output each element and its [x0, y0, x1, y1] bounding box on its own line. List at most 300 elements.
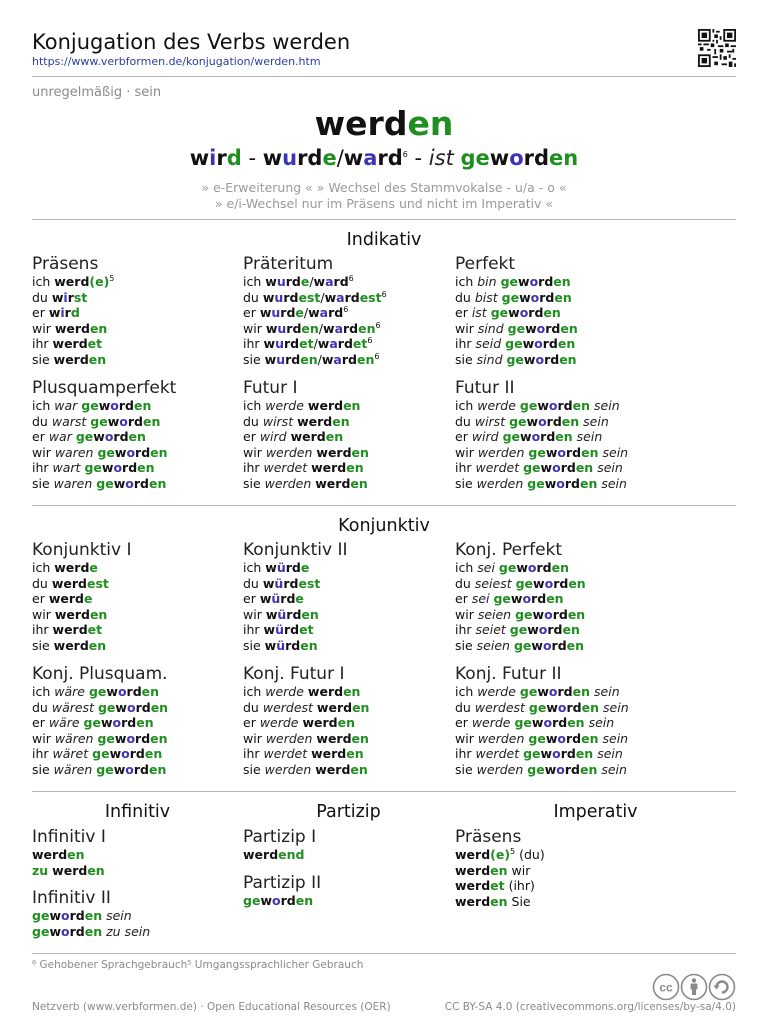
conjugation-form: [455, 290, 665, 306]
word-segment: o: [119, 413, 128, 429]
word-segment: sie: [243, 475, 265, 491]
tense-title: Partizip I: [243, 827, 317, 847]
word-segment: sei: [471, 591, 490, 607]
word-segment: en: [300, 637, 318, 653]
word-segment: rd: [523, 146, 550, 170]
word-segment: w: [545, 730, 558, 746]
word-segment: ich: [243, 398, 266, 413]
word-segment: werden: [265, 730, 313, 746]
word-segment: o: [112, 715, 122, 731]
tense-block: [455, 378, 665, 492]
word-segment: en: [350, 475, 368, 491]
word-segment: w: [101, 460, 114, 476]
tense-title: Konj. Perfekt: [455, 540, 563, 560]
word-segment: du: [243, 575, 263, 591]
word-segment: werd: [53, 351, 89, 367]
word-segment: [454, 146, 461, 170]
tense-title: Plusquamperfekt: [32, 378, 177, 398]
word-segment: sein: [588, 715, 615, 731]
word-segment: rd: [285, 637, 301, 653]
conjugation-form: [32, 684, 242, 700]
word-segment: rd: [343, 320, 359, 336]
word-segment: werd: [307, 684, 344, 699]
word-segment: w: [113, 761, 126, 777]
divider: [32, 791, 736, 792]
tense-block: [243, 254, 453, 368]
word-segment: en: [67, 847, 85, 862]
conjugation-form: [32, 622, 242, 638]
word-segment: et: [299, 336, 314, 352]
word-segment: ü: [277, 606, 287, 622]
word-segment: wären: [54, 730, 94, 746]
word-segment: /: [317, 351, 322, 367]
word-segment: du: [455, 413, 475, 429]
word-segment: wir: [243, 730, 266, 746]
word-segment: en: [150, 699, 169, 715]
conjugation-form: [455, 684, 665, 700]
word-segment: w: [525, 320, 537, 336]
word-segment: o: [125, 475, 134, 491]
word-segment: werd: [455, 878, 491, 894]
word-segment: o: [534, 336, 543, 352]
word-segment: wirst: [262, 413, 294, 429]
word-segment: wäre: [48, 715, 80, 731]
word-segment: w: [265, 274, 277, 289]
conjugation-form: [32, 731, 242, 747]
word-segment: rd: [333, 274, 349, 289]
tense-block: [455, 664, 665, 778]
word-segment: en: [136, 715, 154, 731]
word-segment: ge: [528, 444, 546, 460]
source-link[interactable]: https://www.verbformen.de/konjugation/werden.htm: [32, 55, 321, 68]
word-segment: e: [300, 274, 310, 289]
word-segment: bist: [474, 289, 498, 305]
word-segment: i: [209, 146, 217, 170]
word-segment: werde: [259, 715, 299, 731]
word-segment: werd: [52, 862, 88, 878]
word-segment: waren: [53, 475, 93, 491]
word-segment: sein: [602, 444, 629, 460]
word-segment: ich: [243, 684, 266, 699]
word-segment: o: [556, 761, 565, 777]
word-segment: er: [243, 591, 260, 607]
word-segment: rd: [121, 715, 137, 731]
word-segment: o: [104, 429, 114, 445]
word-segment: ü: [271, 591, 281, 607]
footnotes: ⁶ Gehobener Sprachgebrauch⁵ Umgangssprachlicher Gebrauch: [32, 959, 364, 971]
word-segment: u: [276, 351, 286, 367]
word-segment: e: [83, 591, 93, 607]
word-segment: a: [336, 289, 345, 305]
word-segment: en: [560, 320, 578, 336]
conjugation-form: [455, 445, 665, 461]
word-segment: du: [32, 289, 52, 305]
word-segment: w: [263, 622, 276, 638]
word-segment: o: [538, 413, 547, 429]
word-segment: ge: [506, 351, 524, 367]
tense-block: [243, 540, 453, 654]
word-segment: 6: [348, 273, 354, 283]
word-segment: w: [526, 413, 539, 429]
word-segment: w: [260, 893, 272, 908]
word-segment: werd: [316, 444, 352, 460]
word-segment: werde: [265, 398, 304, 413]
word-segment: sein: [594, 398, 620, 413]
word-segment: werden: [264, 761, 312, 777]
word-segment: werden: [264, 475, 312, 491]
word-segment: rd: [344, 289, 360, 305]
word-segment: seid: [475, 336, 502, 352]
word-segment: o: [126, 444, 136, 460]
word-segment: o: [552, 746, 561, 762]
word-segment: en: [89, 606, 108, 622]
word-segment: sind: [477, 320, 504, 336]
word-segment: ge: [32, 908, 50, 923]
word-segment: rd: [69, 923, 85, 939]
word-segment: est: [359, 289, 382, 305]
word-segment: 6: [402, 150, 408, 159]
conjugation-form: [32, 560, 242, 576]
conjugation-form: [455, 336, 665, 352]
word-segment: werd: [297, 413, 333, 429]
word-segment: w: [262, 575, 275, 591]
word-segment: ge: [88, 684, 107, 699]
word-segment: en: [128, 429, 146, 445]
word-segment: war: [54, 398, 78, 413]
word-segment: en: [567, 715, 585, 731]
word-segment: sein: [597, 460, 623, 476]
word-segment: werd: [302, 715, 338, 731]
tense-block: [32, 254, 242, 368]
word-segment: u: [276, 274, 286, 289]
conjugation-form: [243, 352, 453, 368]
word-segment: ist: [471, 305, 487, 321]
section-heading-indikativ: Indikativ: [346, 230, 422, 250]
word-segment: ge: [513, 637, 532, 653]
word-segment: en: [346, 746, 364, 762]
word-segment: werd: [290, 429, 326, 445]
word-segment: w: [544, 761, 557, 777]
word-segment: w: [317, 336, 330, 352]
verb-type: unregelmäßig · sein: [32, 85, 162, 100]
word-segment: ihr: [243, 336, 264, 352]
word-segment: sie: [32, 475, 54, 491]
conjugation-form: [243, 321, 453, 337]
word-segment: ich: [32, 398, 55, 413]
word-segment: ihr: [243, 460, 264, 476]
word-segment: werd: [307, 398, 344, 413]
word-segment: w: [262, 289, 275, 305]
word-segment: en: [579, 475, 598, 491]
word-segment: rd: [341, 351, 357, 367]
word-segment: et: [87, 622, 103, 638]
word-segment: (du): [515, 847, 545, 862]
word-segment: rd: [135, 730, 151, 746]
word-segment: o: [272, 893, 281, 908]
word-segment: o: [536, 320, 546, 336]
word-segment: rd: [297, 146, 323, 170]
word-segment: en: [490, 862, 508, 878]
conjugation-form: [455, 607, 665, 623]
word-segment: en: [557, 336, 576, 352]
word-segment: ge: [527, 761, 545, 777]
word-segment: en: [561, 413, 580, 429]
word-segment: rd: [539, 289, 555, 305]
conjugation-form: [455, 476, 665, 492]
word-segment: w: [518, 274, 530, 289]
conjugation-form: [32, 847, 242, 863]
word-segment: o: [557, 699, 567, 715]
word-segment: ge: [92, 746, 110, 762]
word-segment: ü: [276, 637, 286, 653]
word-segment: en: [301, 606, 319, 622]
word-segment: 6: [343, 305, 349, 315]
notes: [32, 180, 736, 212]
word-segment: rd: [133, 475, 149, 491]
word-segment: en: [553, 274, 571, 289]
word-segment: wirst: [474, 413, 506, 429]
word-segment: en: [343, 398, 361, 413]
word-segment: ge: [502, 429, 521, 445]
word-segment: en: [133, 398, 152, 413]
word-segment: w: [265, 320, 278, 336]
word-segment: ich: [32, 274, 55, 289]
word-segment: rd: [544, 351, 560, 367]
conjugation-form: [243, 638, 453, 654]
word-segment: w: [313, 274, 326, 289]
conjugation-form: [32, 305, 242, 321]
conjugation-form: [243, 305, 453, 321]
word-segment: ge: [493, 591, 511, 607]
word-segment: sei: [477, 560, 495, 575]
word-segment: w: [114, 730, 127, 746]
word-segment: rd: [564, 475, 580, 491]
word-segment: sie: [455, 637, 477, 653]
conjugation-form: [32, 591, 242, 607]
word-segment: sein: [603, 699, 629, 715]
conjugation-form: [32, 414, 242, 430]
word-segment: en: [84, 923, 103, 939]
word-segment: zu: [32, 862, 49, 878]
word-segment: ihr: [243, 746, 264, 762]
word-segment: o: [126, 730, 136, 746]
conjugation-form: [32, 715, 242, 731]
word-segment: w: [532, 606, 545, 622]
word-segment: du: [243, 413, 263, 429]
word-segment: w: [519, 289, 531, 305]
word-segment: i: [60, 305, 65, 321]
conjugation-form: [455, 731, 665, 747]
word-segment: ge: [523, 746, 541, 762]
word-segment: wir: [32, 730, 55, 746]
word-segment: werd: [51, 575, 87, 591]
word-segment: rd: [280, 305, 296, 321]
word-segment: rd: [280, 893, 296, 908]
conjugation-sheet: [32, 0, 736, 1024]
word-segment: est: [298, 575, 321, 591]
tense-block: [32, 540, 242, 654]
word-segment: en: [141, 684, 160, 699]
word-segment: rd: [540, 429, 556, 445]
word-segment: ge: [509, 413, 527, 429]
word-segment: w: [265, 606, 278, 622]
word-segment: ge: [509, 622, 528, 638]
word-segment: du: [32, 699, 52, 715]
word-segment: w: [533, 575, 545, 591]
word-segment: ge: [96, 761, 114, 777]
word-segment: en: [554, 289, 572, 305]
word-segment: wir: [455, 606, 478, 622]
divider: [32, 76, 736, 77]
word-segment: rd: [118, 398, 134, 413]
conjugation-form: [243, 476, 453, 492]
word-segment: o: [538, 622, 548, 638]
word-segment: w: [522, 336, 535, 352]
word-segment: rd: [547, 622, 563, 638]
footer-credit: Netzverb (www.verbformen.de) · Open Educational Resources (OER): [32, 1001, 391, 1013]
word-segment: ge: [515, 606, 533, 622]
word-segment: w: [537, 684, 549, 699]
word-segment: w: [343, 146, 364, 170]
word-segment: a: [325, 274, 334, 289]
word-segment: en: [346, 460, 364, 476]
conjugation-form: [455, 638, 665, 654]
qr-code-icon[interactable]: [698, 29, 736, 67]
word-segment: /: [313, 336, 318, 352]
word-segment: warst: [51, 413, 87, 429]
word-segment: werden: [476, 761, 524, 777]
tense-block: [32, 664, 242, 778]
word-segment: war: [48, 429, 72, 445]
cc-license-badge[interactable]: [652, 972, 736, 1002]
conjugation-form: [32, 398, 242, 414]
word-segment: werdet: [475, 746, 520, 762]
conjugation-form: [455, 460, 665, 476]
word-segment: 5: [109, 273, 115, 283]
word-segment: w: [100, 715, 113, 731]
section-heading-imperativ: Imperativ: [553, 802, 638, 822]
tense-block: [455, 827, 665, 909]
word-segment: w: [113, 475, 126, 491]
conjugation-form: [32, 638, 242, 654]
conjugation-form: [243, 445, 453, 461]
word-segment: w: [51, 289, 64, 305]
tense-block: [243, 873, 453, 909]
word-segment: sein: [583, 413, 609, 429]
word-segment: wir: [243, 606, 266, 622]
word-segment: o: [552, 460, 561, 476]
word-segment: rd: [328, 305, 344, 321]
word-segment: o: [529, 274, 539, 289]
word-segment: rd: [337, 336, 353, 352]
word-segment: rd: [553, 575, 569, 591]
word-segment: werden: [477, 730, 525, 746]
word-segment: ge: [460, 146, 490, 170]
word-segment: o: [113, 460, 123, 476]
word-segment: en: [555, 429, 573, 445]
word-segment: en: [88, 637, 107, 653]
word-segment: w: [321, 351, 334, 367]
conjugation-form: [243, 290, 453, 306]
word-segment: ge: [523, 460, 541, 476]
word-segment: werd: [54, 606, 90, 622]
word-segment: en: [144, 746, 163, 762]
conjugation-form: [455, 352, 665, 368]
word-segment: wir: [32, 444, 55, 460]
word-segment: u: [271, 305, 281, 321]
word-segment: w: [263, 336, 276, 352]
word-segment: werd: [52, 622, 88, 638]
word-segment: ich: [455, 398, 478, 413]
word-segment: en: [579, 761, 598, 777]
word-segment: ge: [84, 460, 102, 476]
conjugation-form: [243, 398, 453, 414]
word-segment: seien: [476, 637, 510, 653]
word-segment: werd: [311, 460, 347, 476]
conjugation-form: [455, 591, 665, 607]
word-segment: 6: [367, 336, 373, 346]
word-segment: w: [531, 715, 544, 731]
conjugation-form: [455, 863, 665, 879]
word-segment: er: [243, 429, 260, 445]
conjugation-form: [455, 321, 665, 337]
word-segment: werdest: [262, 699, 313, 715]
conjugation-form: [243, 429, 453, 445]
tense-block: [243, 827, 453, 863]
conjugation-form: [455, 576, 665, 592]
conjugation-form: [243, 893, 453, 909]
word-segment: werd: [54, 274, 90, 289]
word-segment: werd: [243, 847, 279, 862]
conjugation-form: [243, 591, 453, 607]
word-segment: u: [275, 336, 284, 352]
word-segment: w: [48, 305, 61, 321]
word-segment: sie: [32, 761, 54, 777]
word-segment: w: [259, 591, 272, 607]
section-heading-konjunktiv: Konjunktiv: [338, 516, 430, 536]
word-segment: est: [298, 289, 321, 305]
word-segment: w: [308, 305, 320, 321]
conjugation-form: [243, 715, 453, 731]
word-segment: en: [581, 444, 599, 460]
word-segment: wir: [32, 606, 55, 622]
word-segment: ihr: [243, 622, 264, 638]
conjugation-form: [243, 622, 453, 638]
word-segment: d: [226, 146, 242, 170]
word-segment: w: [49, 908, 61, 923]
word-segment: werd: [54, 560, 90, 575]
word-segment: rd: [566, 444, 582, 460]
word-segment: /: [320, 289, 325, 305]
word-segment: /: [303, 305, 309, 321]
word-segment: o: [61, 908, 70, 923]
word-segment: en: [301, 320, 319, 336]
conjugation-form: [32, 445, 242, 461]
word-segment: werde: [265, 684, 304, 699]
word-segment: ihr: [32, 460, 53, 476]
word-segment: en: [352, 699, 370, 715]
word-segment: wart: [52, 460, 81, 476]
word-segment: sie: [455, 761, 477, 777]
word-segment: u: [282, 146, 298, 170]
word-segment: sie: [243, 637, 265, 653]
word-segment: w: [540, 460, 553, 476]
conjugation-form: [243, 746, 453, 762]
word-segment: wärest: [51, 699, 94, 715]
word-segment: wir: [243, 320, 266, 336]
word-segment: rd: [531, 591, 547, 607]
tense-block: [455, 540, 665, 654]
